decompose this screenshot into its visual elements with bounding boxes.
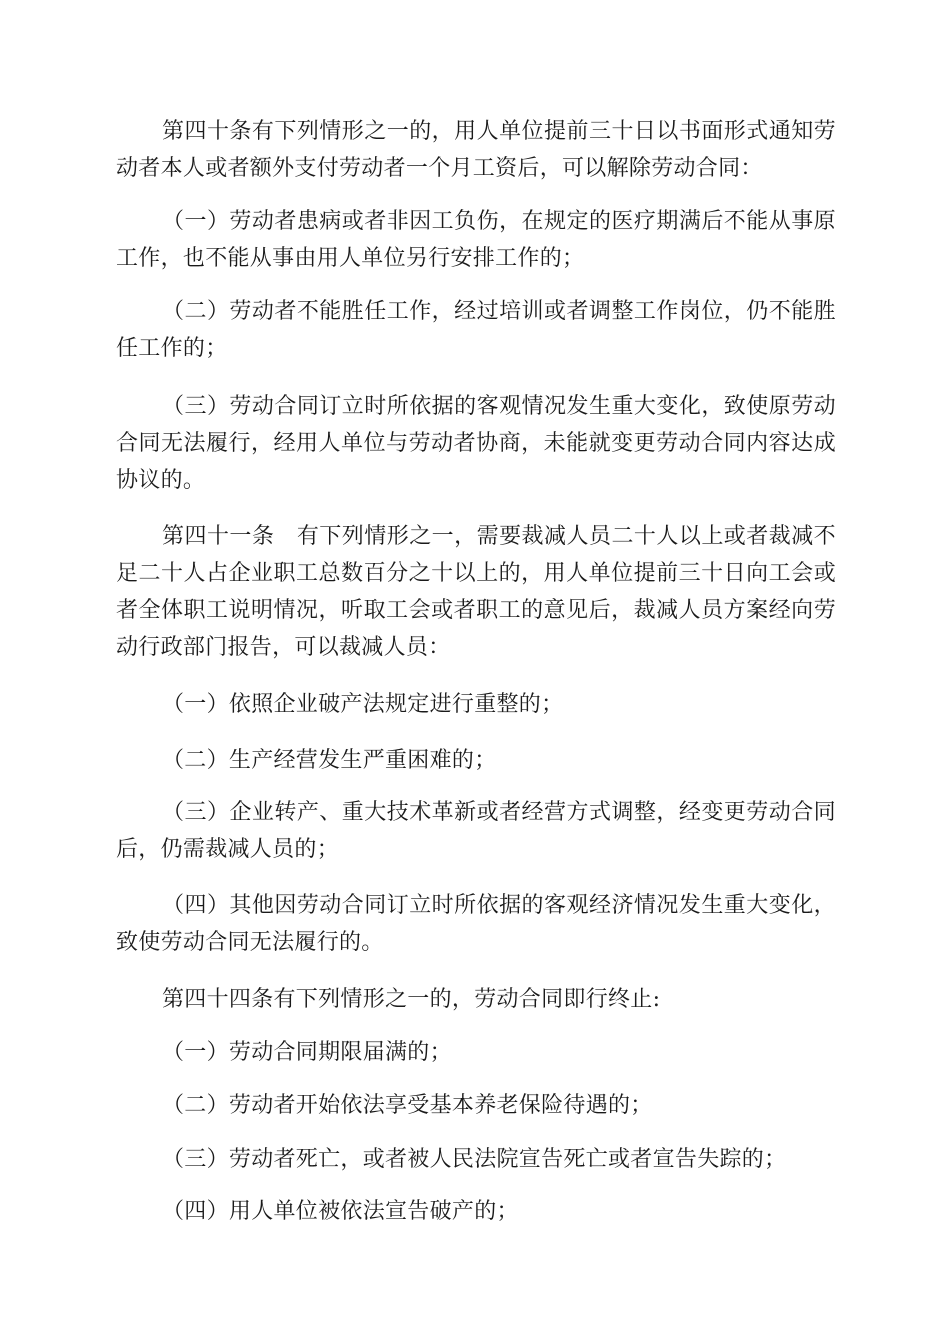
article-40-paragraph — [116, 113, 836, 187]
text-line: 动行政部门报告，可以裁减人员： — [116, 635, 451, 660]
text-line: 致使劳动合同无法履行的。 — [116, 930, 384, 955]
clause-paragraph — [116, 203, 836, 277]
text-line: （三）劳动合同订立时所依据的客观情况发生重大变化，致使原劳动 — [162, 394, 836, 419]
text-line: （一）劳动合同期限届满的； — [162, 1040, 452, 1065]
text-line: （三）劳动者死亡，或者被人民法院宣告死亡或者宣告失踪的； — [162, 1147, 787, 1172]
text-line: 第四十四条有下列情形之一的，劳动合同即行终止: — [162, 987, 661, 1012]
text-line: 后，仍需裁减人员的； — [116, 837, 340, 862]
text-line: （四）用人单位被依法宣告破产的； — [162, 1199, 519, 1224]
text-line: 工作，也不能从事由用人单位另行安排工作的； — [116, 246, 585, 271]
article-41-paragraph — [116, 518, 836, 666]
text-line: 动者本人或者额外支付劳动者一个月工资后，可以解除劳动合同： — [116, 156, 763, 181]
text-line: （二）生产经营发生严重困难的； — [162, 748, 497, 773]
text-line: （一）劳动者患病或者非因工负伤，在规定的医疗期满后不能从事原 — [162, 209, 836, 234]
clause-paragraph — [116, 686, 836, 723]
text-line: （二）劳动者不能胜任工作，经过培训或者调整工作岗位，仍不能胜 — [162, 299, 836, 324]
text-line: 第四十一条 有下列情形之一，需要裁减人员二十人以上或者裁减不 — [162, 524, 836, 549]
clause-paragraph — [116, 388, 836, 499]
article-44-paragraph — [116, 981, 836, 1018]
text-line: （一）依照企业破产法规定进行重整的； — [162, 692, 564, 717]
clause-paragraph — [116, 1034, 836, 1071]
text-line: 者全体职工说明情况，听取工会或者职工的意见后，裁减人员方案经向劳 — [116, 598, 836, 623]
clause-paragraph — [116, 1087, 836, 1124]
text-line: 合同无法履行，经用人单位与劳动者协商，未能就变更劳动合同内容达成 — [116, 431, 836, 456]
clause-paragraph — [116, 1193, 836, 1230]
text-line: 协议的。 — [116, 468, 206, 493]
text-line: 第四十条有下列情形之一的，用人单位提前三十日以书面形式通知劳 — [162, 119, 836, 144]
text-line: （二）劳动者开始依法享受基本养老保险待遇的； — [162, 1093, 653, 1118]
text-line: 任工作的； — [116, 336, 228, 361]
clause-paragraph — [116, 794, 836, 868]
clause-paragraph — [116, 742, 836, 779]
text-line: 足二十人占企业职工总数百分之十以上的，用人单位提前三十日向工会或 — [116, 561, 836, 586]
clause-paragraph — [116, 887, 836, 961]
text-line: （四）其他因劳动合同订立时所依据的客观经济情况发生重大变化， — [162, 893, 836, 918]
clause-paragraph — [116, 293, 836, 367]
text-line: （三）企业转产、重大技术革新或者经营方式调整，经变更劳动合同 — [162, 800, 836, 825]
clause-paragraph — [116, 1141, 836, 1178]
